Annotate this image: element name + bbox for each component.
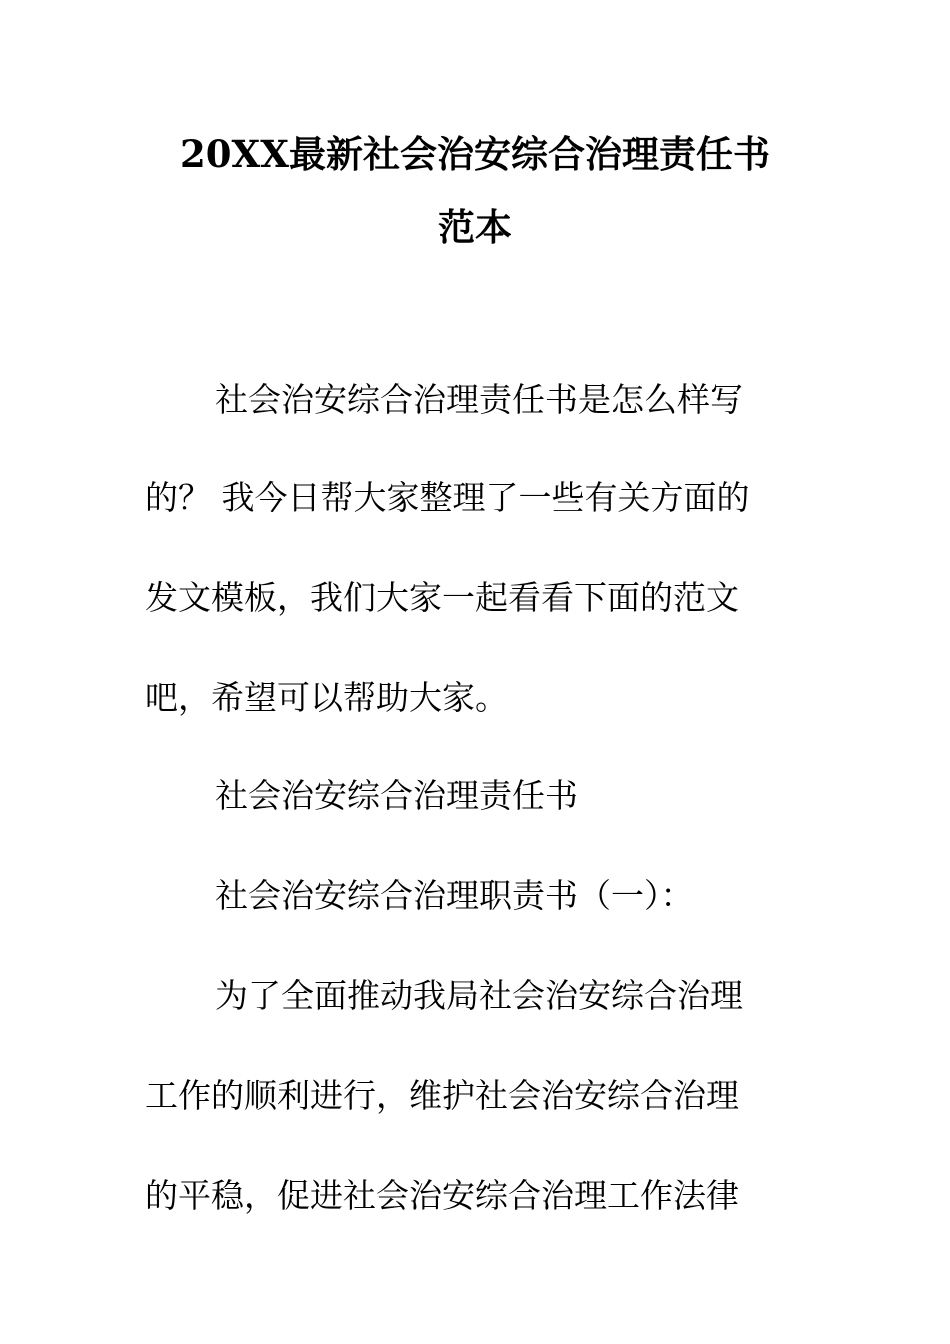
document-title-line-1: 20XX最新社会治安综合治理责任书 xyxy=(180,132,770,176)
body-line-7: 为了全面推动我局社会治安综合治理 xyxy=(215,976,743,1015)
body-line-3: 发文模板，我们大家一起看看下面的范文 xyxy=(145,578,739,617)
body-line-9: 的平稳，促进社会治安综合治理工作法律 xyxy=(145,1176,739,1215)
subsection-heading-line: 社会治安综合治理职责书（一）： xyxy=(215,876,694,915)
body-line-8: 工作的顺利进行，维护社会治安综合治理 xyxy=(145,1076,739,1115)
document-title-line-2: 范本 xyxy=(438,205,512,249)
body-line-4: 吧，希望可以帮助大家。 xyxy=(145,678,508,717)
body-line-2: 的？ 我今日帮大家整理了一些有关方面的 xyxy=(145,478,750,517)
section-heading-line: 社会治安综合治理责任书 xyxy=(215,776,578,815)
body-line-1: 社会治安综合治理责任书是怎么样写 xyxy=(215,380,743,419)
